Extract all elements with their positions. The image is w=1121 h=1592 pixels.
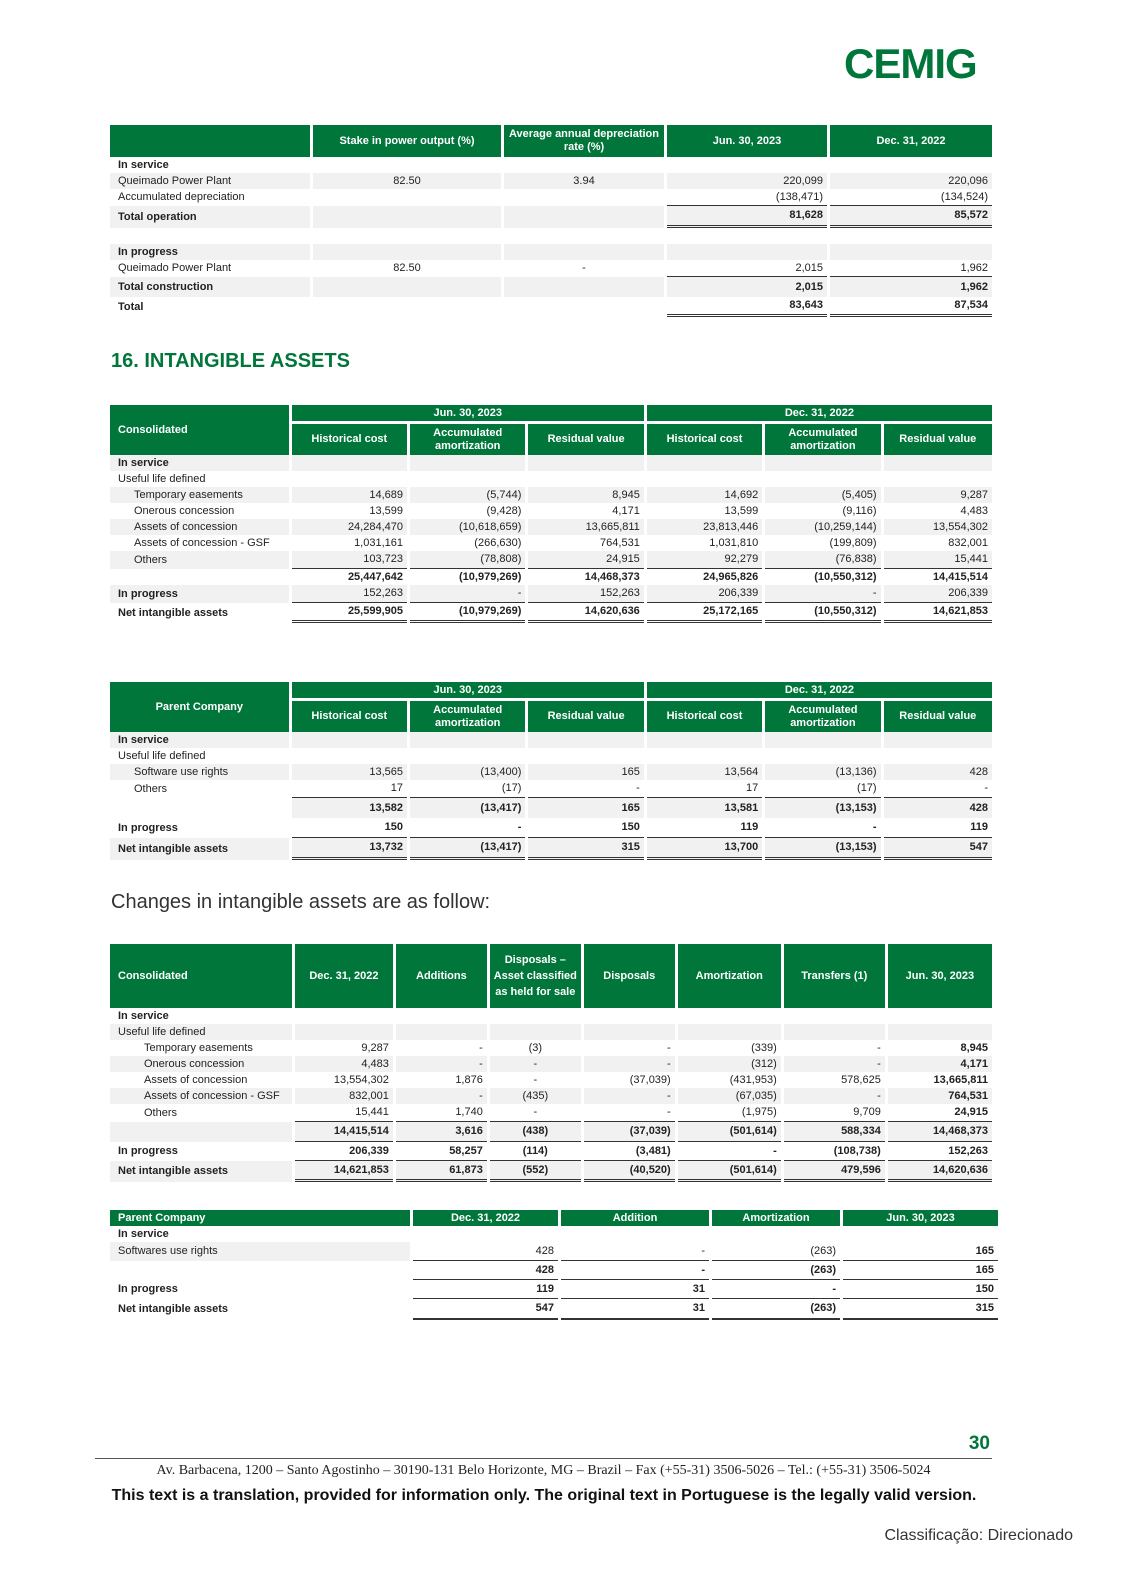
changes-header: Disposals – Asset classified as held for sale: [490, 944, 581, 1008]
changes-header: Jun. 30, 2023: [888, 944, 992, 1008]
col-header: Residual value: [528, 421, 643, 455]
changes-parent-table: [107, 1210, 1001, 1320]
translation-disclaimer: This text is a translation, provided for information only. The original text in Portuguese is the legally valid version.: [111, 1487, 977, 1504]
consolidated-title: Consolidated: [110, 405, 289, 455]
table-row: 428 - (263) 165: [110, 1261, 998, 1280]
table-row: Onerous concession 13,599 (9,428) 4,171 13,599 (9,116) 4,483: [134, 504, 988, 517]
changes-parent-header: Jun. 30, 2023: [843, 1210, 998, 1226]
table-row: Accumulated depreciation (138,471) (134,524): [110, 189, 992, 206]
col-header: Historical cost: [647, 698, 762, 732]
logo-text: CEMIG: [844, 42, 977, 84]
col-header: Accumulated amortization: [410, 421, 525, 455]
table-row: 25,447,642 (10,979,269) 14,468,373 24,965,826 (10,550,312) 14,415,514: [347, 570, 988, 583]
changes-parent-header: Addition: [561, 1210, 709, 1226]
col-header: Historical cost: [292, 421, 407, 455]
changes-parent-header: Dec. 31, 2022: [413, 1210, 558, 1226]
table-row: Others 17 (17) - 17 (17) -: [110, 780, 992, 798]
cemig-logo: [844, 42, 994, 84]
table-row: Software use rights 13,565 (13,400) 165 13,564 (13,136) 428: [110, 764, 992, 780]
changes-parent-header: Parent Company: [110, 1210, 410, 1226]
parent-table: [107, 682, 995, 860]
table-row: Useful life defined: [110, 1024, 992, 1040]
table-row: Temporary easements 9,287 - (3) - (339) - 8,945: [144, 1041, 988, 1054]
table-row: Useful life defined: [118, 749, 206, 762]
table-row: Net intangible assets 25,599,905 (10,979,269) 14,620,636 25,172,165 (10,550,312) 14,621,853: [110, 603, 992, 623]
classification-label: Classificação: Direcionado: [884, 1527, 1073, 1544]
col-header: Historical cost: [292, 698, 407, 732]
col-header: Residual value: [528, 698, 643, 732]
plant-header: Stake in power output (%): [313, 125, 501, 157]
footer-address: Av. Barbacena, 1200 – Santo Agostinho – 30190-131 Belo Horizonte, MG – Brazil – Fax (+55-31) 3506-5026 – Tel.: (+55-31) 3506-5024: [156, 1463, 931, 1478]
table-row: Total 83,643 87,534: [110, 297, 992, 317]
plant-header: Average annual depreciation rate (%): [504, 125, 664, 157]
section-title: 16. INTANGIBLE ASSETS: [111, 350, 350, 372]
table-row: Assets of concession 13,554,302 1,876 - (37,039) (431,953) 578,625 13,665,811: [144, 1073, 988, 1086]
table-row: In progress 206,339 58,257 (114) (3,481) - (108,738) 152,263: [110, 1142, 992, 1161]
table-row: Others 103,723 (78,808) 24,915 92,279 (76,838) 15,441: [110, 551, 992, 569]
table-row: Queimado Power Plant 82.50 - 2,015 1,962: [110, 260, 992, 277]
table-row: In service: [110, 455, 992, 471]
plant-table: [107, 125, 995, 317]
col-header: Accumulated amortization: [765, 421, 880, 455]
table-row: Net intangible assets 13,732 (13,417) 315 13,700 (13,153) 547: [110, 838, 992, 860]
col-header: Historical cost: [647, 421, 762, 455]
table-row: In progress 152,263 - 152,263 206,339 - 206,339: [110, 585, 992, 603]
changes-header: Consolidated: [110, 944, 292, 1008]
table-row: Softwares use rights 428 - (263) 165: [110, 1242, 998, 1261]
table-row: 13,582 (13,417) 165 13,581 (13,153) 428: [110, 798, 992, 818]
page-number: 30: [968, 1433, 990, 1454]
plant-header: Jun. 30, 2023: [667, 125, 827, 157]
table-row: 14,415,514 3,616 (438) (37,039) (501,614) 588,334 14,468,373: [110, 1122, 992, 1142]
changes-header: Disposals: [584, 944, 675, 1008]
col-header: Residual value: [884, 421, 992, 455]
table-row: Assets of concession - GSF 1,031,161 (266,630) 764,531 1,031,810 (199,809) 832,001: [134, 536, 988, 549]
period-header: Dec. 31, 2022: [647, 682, 992, 698]
table-row: Total operation 81,628 85,572: [110, 206, 992, 228]
changes-header: Additions: [396, 944, 487, 1008]
table-row: In progress 119 31 - 150: [110, 1280, 998, 1299]
changes-header: Dec. 31, 2022: [295, 944, 393, 1008]
table-row: Onerous concession 4,483 - - - (312) - 4,171: [110, 1056, 992, 1072]
period-header: Jun. 30, 2023: [292, 682, 644, 698]
col-header: Accumulated amortization: [410, 698, 525, 732]
consolidated-table: [107, 405, 995, 623]
table-row: Net intangible assets 547 31 (263) 315: [110, 1299, 998, 1320]
table-row: Net intangible assets 14,621,853 61,873 (552) (40,520) (501,614) 479,596 14,620,636: [110, 1161, 992, 1182]
changes-title: Changes in intangible assets are as follow:: [111, 891, 491, 913]
table-row: Queimado Power Plant 82.50 3.94 220,099 220,096: [110, 173, 992, 189]
table-row: In service: [118, 158, 169, 171]
parent-title: Parent Company: [110, 682, 289, 732]
table-row: In progress 150 - 150 119 - 119: [110, 818, 992, 838]
table-row: In progress: [110, 244, 992, 260]
changes-header: Transfers (1): [784, 944, 885, 1008]
changes-parent-header: Amortization: [712, 1210, 840, 1226]
table-row: Others 15,441 1,740 - - (1,975) 9,709 24,915: [110, 1104, 992, 1122]
plant-header: [110, 125, 310, 157]
table-row: Assets of concession - GSF 832,001 - (435) - (67,035) - 764,531: [110, 1088, 992, 1104]
changes-consolidated-table: [107, 944, 995, 1182]
plant-header: Dec. 31, 2022: [830, 125, 992, 157]
period-header: Dec. 31, 2022: [647, 405, 992, 421]
table-row: In service: [118, 1227, 169, 1240]
table-row: Temporary easements 14,689 (5,744) 8,945 14,692 (5,405) 9,287: [110, 487, 992, 503]
table-row: In service: [110, 732, 992, 748]
footer-divider: [95, 1458, 992, 1459]
changes-header: Amortization: [678, 944, 781, 1008]
col-header: Residual value: [884, 698, 992, 732]
period-header: Jun. 30, 2023: [292, 405, 644, 421]
table-row: Total construction 2,015 1,962: [110, 277, 992, 297]
col-header: Accumulated amortization: [765, 698, 880, 732]
table-row: In service: [118, 1009, 169, 1022]
table-row: Assets of concession 24,284,470 (10,618,659) 13,665,811 23,813,446 (10,259,144) 13,554,302: [110, 519, 992, 535]
table-row: Useful life defined: [118, 472, 206, 485]
